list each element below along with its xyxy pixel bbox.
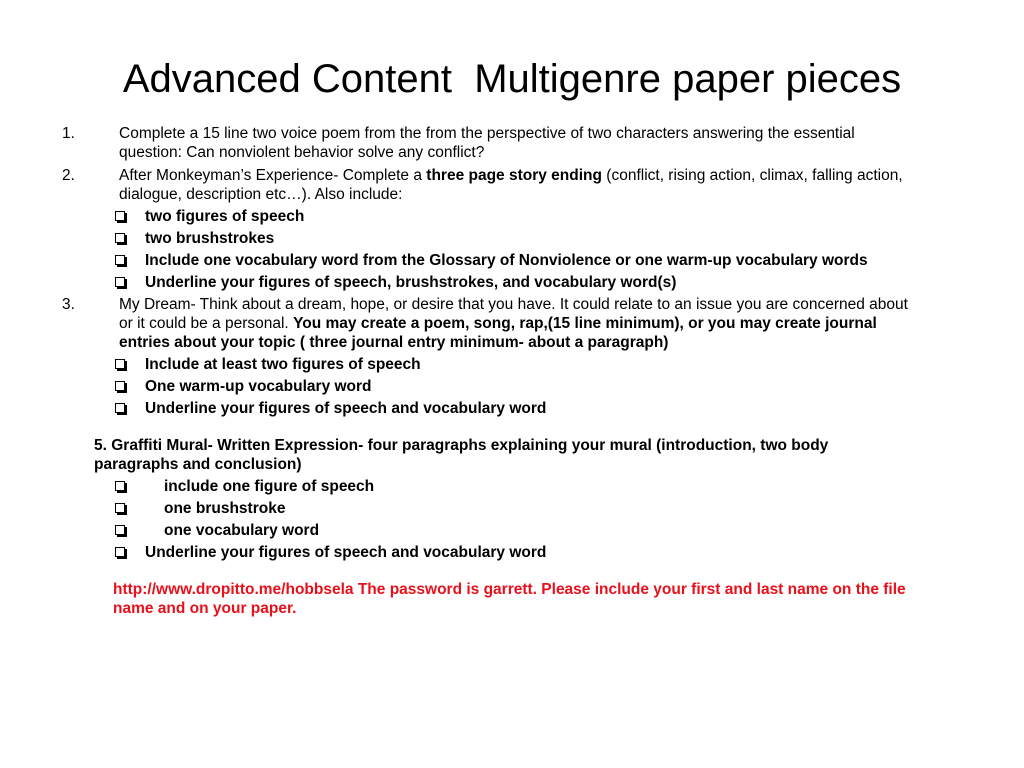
checkbox-bullet-icon	[115, 503, 125, 513]
item-number: 2.	[62, 167, 75, 184]
slide-title: Advanced Content Multigenre paper pieces	[122, 57, 902, 101]
checkbox-bullet-icon	[115, 381, 125, 391]
checkbox-item-label: two figures of speech	[145, 208, 305, 225]
checkbox-item-label: one vocabulary word	[164, 522, 320, 539]
item-text: Complete a 15 line two voice poem from the from the perspective of two characters answering the essential question: Can nonviolent behavior solve any conflict?	[119, 125, 855, 161]
checkbox-item	[115, 229, 905, 248]
item-text-emphasis: You may create a poem, song, rap,(15 line minimum), or you may create journal entries about your topic ( three journal entry minimum- about a paragraph)	[119, 315, 877, 351]
checkbox-item-label: Underline your figures of speech and vocabulary word	[145, 544, 547, 561]
item-number: 3.	[62, 296, 75, 313]
checkbox-bullet-icon	[115, 525, 125, 535]
checkbox-item-label: two brushstrokes	[145, 230, 275, 247]
submission-note: http://www.dropitto.me/hobbsela The password is garrett. Please include your first and last name on the file name and on your paper.	[113, 581, 906, 617]
checkbox-item	[115, 355, 905, 374]
checkbox-bullet-icon	[115, 359, 125, 369]
checkbox-item-label: Underline your figures of speech and vocabulary word	[145, 400, 547, 417]
checkbox-item	[115, 499, 905, 518]
checkbox-item	[115, 377, 905, 396]
checkbox-bullet-icon	[115, 547, 125, 557]
checkbox-bullet-icon	[115, 211, 125, 221]
checkbox-bullet-icon	[115, 277, 125, 287]
checkbox-item	[115, 543, 905, 562]
checkbox-bullet-icon	[115, 403, 125, 413]
checkbox-item	[115, 521, 905, 540]
checkbox-bullet-icon	[115, 481, 125, 491]
checkbox-item	[115, 207, 905, 226]
checkbox-item	[115, 251, 905, 270]
item-text	[119, 295, 909, 352]
checkbox-bullet-icon	[115, 233, 125, 243]
checkbox-item-label: Include at least two figures of speech	[145, 356, 421, 373]
list-item-2	[0, 166, 1024, 204]
list-item-3	[0, 295, 1024, 352]
checkbox-item-label: One warm-up vocabulary word	[145, 378, 372, 395]
item-text-rest: (conflict, rising action, climax, falling action, dialogue, description etc…). Also include:	[119, 167, 903, 203]
item-text-intro: My Dream- Think about a dream, hope, or desire that you have. It could relate to an issue you are concerned about or it could be a personal.	[119, 296, 908, 332]
checkbox-item-label: Include one vocabulary word from the Glossary of Nonviolence or one warm-up vocabulary words	[145, 252, 868, 269]
item-text-emphasis: three page story ending	[426, 167, 602, 184]
checkbox-item	[115, 477, 905, 496]
item-number: 1.	[62, 125, 75, 142]
checkbox-item-label: one brushstroke	[164, 500, 286, 517]
item-text-intro: After Monkeyman’s Experience- Complete a	[119, 167, 427, 184]
checkbox-item	[115, 399, 905, 418]
item-text	[119, 166, 909, 204]
list-item-1	[0, 124, 1024, 162]
section-5-heading: 5. Graffiti Mural- Written Expression- four paragraphs explaining your mural (introduction, two body paragraphs and conclusion)	[94, 437, 829, 473]
checkbox-item	[115, 273, 905, 292]
checkbox-item-label: Underline your figures of speech, brushstrokes, and vocabulary word(s)	[145, 274, 677, 291]
checkbox-bullet-icon	[115, 255, 125, 265]
slide-content	[0, 124, 1024, 618]
checkbox-item-label: include one figure of speech	[164, 478, 375, 495]
